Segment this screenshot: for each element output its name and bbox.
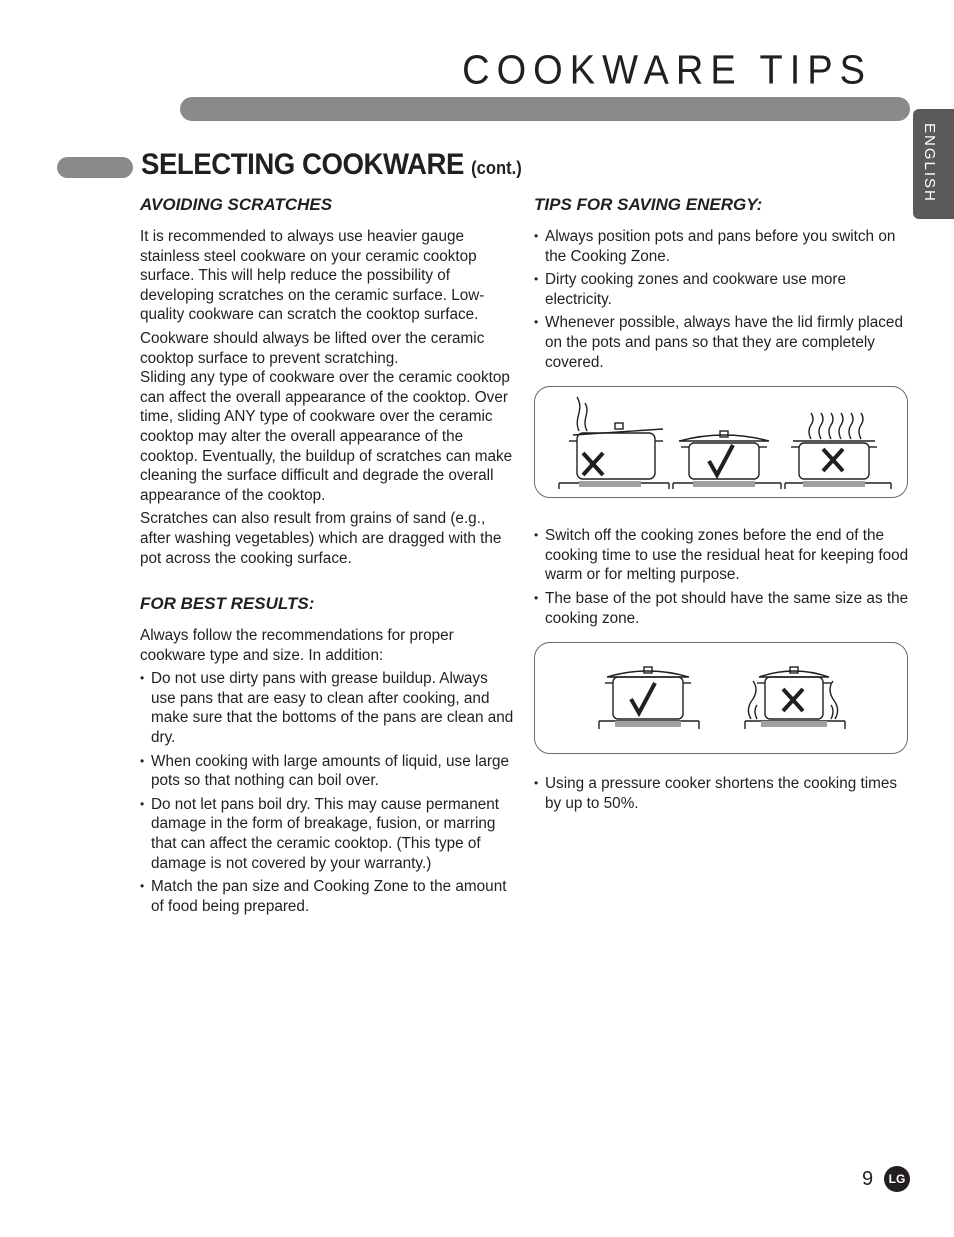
- section-title-text: SELECTING COOKWARE: [141, 148, 464, 181]
- paragraph: Scratches can also result from grains of sand (e.g., after washing vegetables) which are dragged with the pot across the cooking surface.: [140, 510, 502, 567]
- lid-illustration-svg: [535, 387, 907, 497]
- paragraph: Cookware should always be lifted over the ceramic cooktop surface to prevent scratching.: [140, 329, 485, 367]
- best-results-intro: Always follow the recommendations for proper cookware type and size. In addition:: [140, 627, 454, 664]
- avoiding-scratches-heading: AVOIDING SCRATCHES: [140, 195, 333, 214]
- list-item: • Dirty cooking zones and cookware use more electricity.: [534, 270, 910, 309]
- language-tab-label: ENGLISH: [921, 123, 938, 203]
- pot-size-wrong-icon: [745, 667, 845, 729]
- list-item: • Using a pressure cooker shortens the cooking times by up to 50%.: [534, 774, 910, 813]
- pot-size-illustration: [534, 642, 908, 754]
- energy-list-a: [534, 227, 910, 372]
- paragraph: Sliding any type of cookware over the ceramic cooktop can affect the overall appearance of the cooktop. Over time, sliding ANY type of cookware over the ceramic cooktop may alter the overall appearance of the cooktop. Eventually, the buildup of scratches can make cleaning the surface difficult and degrade the overall appearance of the cooktop.: [140, 369, 513, 504]
- pot-lid-ajar-icon: [559, 397, 669, 489]
- header-bar: [180, 97, 910, 121]
- right-column: [534, 194, 910, 817]
- list-item: • The base of the pot should have the same size as the cooking zone.: [534, 589, 910, 628]
- list-item: • Always position pots and pans before you switch on the Cooking Zone.: [534, 227, 910, 266]
- best-results-heading: FOR BEST RESULTS:: [140, 594, 315, 614]
- lg-logo-icon: LG: [884, 1166, 910, 1192]
- pot-no-lid-icon: [785, 413, 891, 489]
- list-item: • Whenever possible, always have the lid firmly placed on the pots and pans so that they are completely covered.: [534, 313, 910, 372]
- left-column: [140, 194, 516, 920]
- energy-list-c: [534, 774, 910, 813]
- section-pill: [57, 157, 133, 178]
- language-tab: [913, 109, 954, 219]
- list-item: • Match the pan size and Cooking Zone to the amount of food being prepared.: [140, 877, 516, 916]
- best-results-list: [140, 669, 516, 916]
- lid-illustration: [534, 386, 908, 498]
- section-title: [141, 148, 522, 182]
- pot-size-correct-icon: [599, 667, 699, 729]
- pot-lid-correct-icon: [673, 431, 781, 489]
- list-item: • Do not use dirty pans with grease buildup. Always use pans that are easy to clean after cooking, and make sure that the bottoms of the pans are clean and dry.: [140, 669, 516, 747]
- pot-size-illustration-svg: [535, 643, 907, 753]
- page-title: COOKWARE TIPS: [462, 48, 872, 94]
- section-title-suffix: (cont.): [471, 158, 522, 178]
- page-number: 9: [862, 1168, 874, 1190]
- list-item: • Switch off the cooking zones before the end of the cooking time to use the residual heat for keeping food warm or for melting purpose.: [534, 526, 910, 585]
- paragraph: It is recommended to always use heavier gauge stainless steel cookware on your ceramic cooktop surface. This will help reduce the possibility of developing scratches on the ceramic surface. Low-quality cookware can scratch the cooktop surface.: [140, 228, 485, 324]
- energy-list-b: [534, 526, 910, 628]
- saving-energy-heading: TIPS FOR SAVING ENERGY:: [534, 195, 763, 214]
- list-item: • Do not let pans boil dry. This may cause permanent damage in the form of breakage, fusion, or marring that can affect the ceramic cooktop. (This type of damage is not covered by your warranty.): [140, 795, 516, 873]
- list-item: • When cooking with large amounts of liquid, use large pots so that nothing can boil over.: [140, 752, 516, 791]
